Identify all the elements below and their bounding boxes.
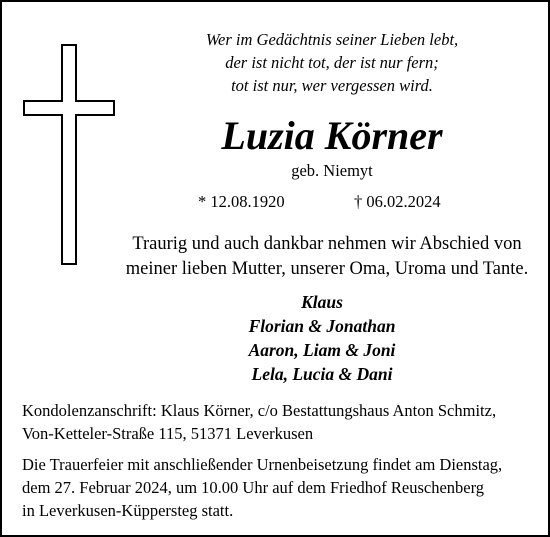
poem-line: Wer im Gedächtnis seiner Lieben lebt, [205, 30, 459, 49]
death-date: † 06.02.2024 [354, 192, 441, 211]
mourning-text [102, 232, 550, 282]
mourning-line: Traurig und auch dankbar nehmen wir Abschied von [132, 234, 522, 254]
deceased-name: Luzia Körner [221, 113, 443, 158]
maiden-name: geb. Niemyt [291, 161, 373, 180]
memorial-poem [142, 28, 522, 97]
condolence-line: Kondolenzanschrift: Klaus Körner, c/o Bestattungshaus Anton Schmitz, [22, 401, 497, 420]
poem-line: der ist nicht tot, der ist nur fern; [225, 53, 439, 72]
family-line: Florian & Jonathan [248, 316, 396, 336]
poem-line: tot ist nur, wer vergessen wird. [231, 76, 433, 95]
family-line: Aaron, Liam & Joni [248, 340, 396, 360]
mourning-line: meiner lieben Mutter, unserer Oma, Uroma und Tante. [125, 259, 529, 279]
condolence-line: Von-Ketteler-Straße 115, 51371 Leverkusen [22, 424, 314, 443]
family-names [102, 290, 542, 386]
ceremony-line: dem 27. Februar 2024, um 10.00 Uhr auf dem Friedhof Reuschenberg [22, 478, 485, 497]
family-line: Klaus [301, 292, 343, 312]
ceremony-line: Die Trauerfeier mit anschließender Urnenbeisetzung findet am Dienstag, [22, 455, 503, 474]
birth-date: * 12.08.1920 [198, 192, 285, 211]
family-line: Lela, Lucia & Dani [251, 364, 393, 384]
condolence-address [22, 399, 496, 445]
ceremony-line: in Leverkusen-Küppersteg statt. [22, 501, 234, 520]
ceremony-info [22, 453, 502, 522]
